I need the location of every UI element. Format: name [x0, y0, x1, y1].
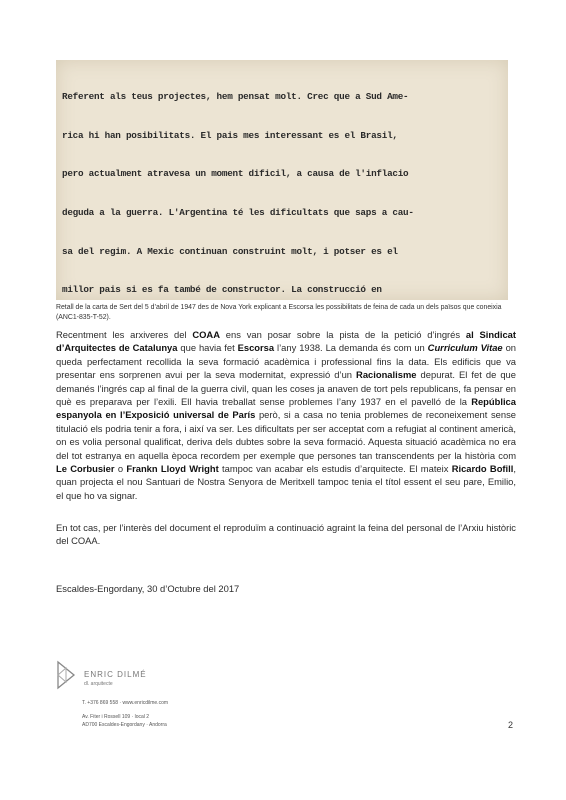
- contact-phone-web: T. +376 869 558 · www.enricdilme.com: [82, 700, 169, 706]
- text-run: l’any 1938. La demanda és com un: [274, 342, 428, 354]
- emphasis-bold: Ricardo Bofill: [451, 463, 514, 475]
- text-run: o: [114, 463, 127, 475]
- contact-address: Av. Fiter i Rossell 109 · local 2: [82, 714, 150, 720]
- letter-text: [62, 65, 504, 300]
- emphasis-bold: Le Corbusier: [56, 463, 115, 475]
- emphasis-bold: Racionalisme: [356, 369, 417, 381]
- letter-line: deguda a la guerra. L'Argentina té les dificultats que saps a cau-: [62, 206, 414, 218]
- emphasis-bold: República espanyola en l’Exposició universal de París: [56, 396, 516, 421]
- emphasis-bold: al Sindicat d’Arquitectes de Catalunya: [56, 329, 516, 354]
- letter-line: millor pais si es fa també de constructor. La construcció en: [62, 284, 382, 296]
- emphasis-bold: COAA: [192, 329, 220, 340]
- letter-line: rica hi han posibilitats. El pais mes interessant es el Brasil,: [62, 129, 398, 141]
- brand-name: ENRIC DILMÉ: [84, 670, 147, 679]
- letter-line: sa del regim. A Mexic continuan construint molt, i potser es el: [62, 245, 398, 257]
- text-run: , quan projecta el nou Santuari de Nostra Senyora de Meritxell tampoc tenia el títol essent el seu pare, Emilio, el que ho va signar.: [56, 463, 516, 501]
- brand-subtitle: dl. arquitecte: [84, 681, 113, 687]
- text-run: però, si a casa no tenia problemes de reconeixement sense titulació els podria tenir a fora, i així va ser. Les dificultats per ser acceptat com a refugiat al continent americà, on es volia personal qualificat, deriva dels dubtes sobre la seva formació. Aquesta situació acadèmica no era del tot estranya en aquella època recordem per exemple que persones tan transcendents per la història com: [56, 409, 516, 461]
- image-caption: Retall de la carta de Sert del 5 d’abril de 1947 des de Nova York explicant a Escorsa les possibilitats de feina de cada un dels països que coneixia (ANC1-835-T-52).: [56, 304, 502, 321]
- text-run: tampoc van acabar els estudis d’arquitecte. El mateix: [218, 463, 452, 475]
- text-run: ens van posar sobre la pista de la petició d’ingrés: [219, 329, 466, 340]
- text-run: que havia fet: [177, 342, 238, 354]
- emphasis-bold: Escorsa: [237, 342, 275, 354]
- page-number: 2: [508, 720, 514, 730]
- text-run: depurat. El fet de que demanés l’ingrés cap al final de la guerra civil, quan les coses ja anaven de tort pels republicans, fa pensar en què es preparava per l’exili. Ell havia treballat sense problemes l’any 1937 en el pavelló de la: [56, 369, 516, 408]
- body-paragraph-2: En tot cas, per l’interès del document el reproduïm a continuació agraint la feina del personal de l’Arxiu històric del COAA.: [56, 522, 516, 547]
- letter-excerpt-image: [56, 60, 508, 300]
- letter-line: Referent als teus projectes, hem pensat molt. Crec que a Sud Ame-: [62, 90, 409, 102]
- contact-city: AD700 Escaldes-Engordany · Andorra: [82, 722, 167, 728]
- dateline: Escaldes-Engordany, 30 d’Octubre del 2017: [56, 583, 240, 594]
- architect-logo-icon: [56, 660, 76, 690]
- emphasis-italic: Curriculum Vitae: [427, 342, 503, 354]
- letter-line: pero actualment atravesa un moment dificil, a causa de l'inflacio: [62, 168, 409, 180]
- emphasis-bold: Frankn Lloyd Wright: [126, 463, 219, 475]
- text-run: on queda perfectament recollida la seva formació acadèmica i professional fins la data. Els edificis que va presentar ens sorprenen avui per la seva modernitat, expressió d’un: [56, 342, 516, 381]
- text-run: Recentment les arxiveres del: [56, 329, 193, 340]
- body-paragraph-1: [56, 328, 516, 502]
